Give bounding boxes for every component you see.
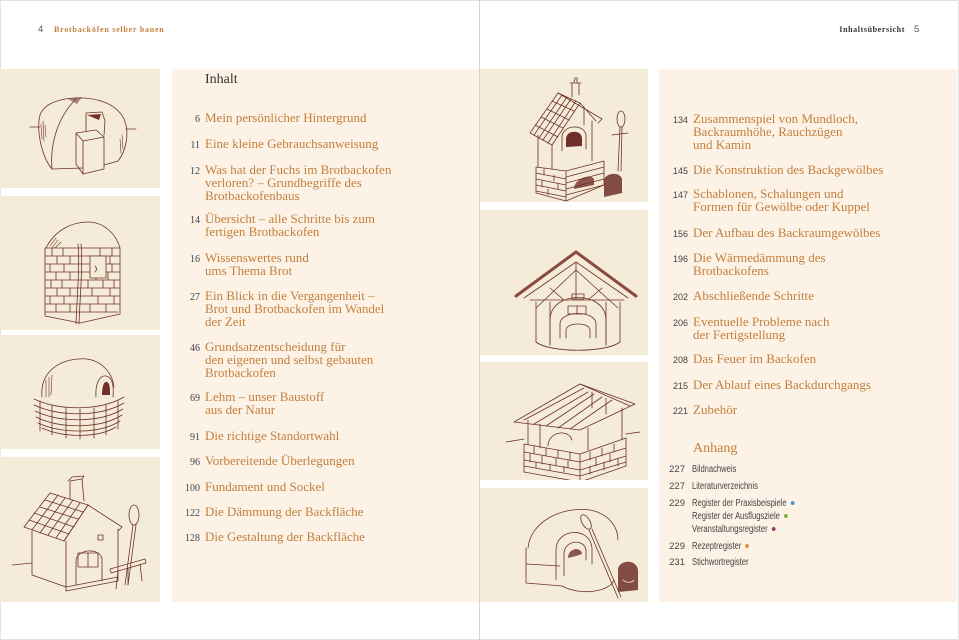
illustration-gabled-oven-house	[480, 210, 648, 355]
toc-entry-title	[693, 403, 737, 416]
appendix-entry-title-line: Stichwortregister	[692, 557, 749, 568]
toc-entry	[659, 289, 957, 304]
toc-entry-page: 14	[190, 215, 200, 226]
toc-entry-page: 69	[190, 393, 200, 404]
appendix-entry-title-line	[692, 523, 794, 536]
toc-entry-title-line: Die Konstruktion des Backgewölbes	[693, 162, 884, 177]
toc-entry-title	[205, 530, 365, 543]
toc-entry-title	[693, 378, 871, 391]
toc-entry-title	[205, 137, 378, 150]
appendix-entry-title-line: Literaturverzeichnis	[692, 481, 758, 492]
toc-entry	[172, 163, 479, 202]
toc-entry-title	[205, 454, 355, 467]
toc-entry-page: 134	[672, 115, 688, 125]
illustration-stone-oven	[0, 196, 160, 330]
toc-entry	[172, 505, 479, 520]
toc-entry-page: 215	[672, 381, 688, 391]
toc-entry-page: 145	[672, 166, 688, 176]
orange-marker-icon	[745, 544, 749, 548]
toc-entry-title-line: ums Thema Brot	[205, 263, 293, 278]
toc-entry-title-line: Der Ablauf eines Backdurchgangs	[693, 377, 871, 392]
toc-entry-page: 208	[672, 355, 688, 365]
toc-entry-title	[693, 315, 829, 341]
toc-entry-page: 6	[195, 114, 200, 125]
toc-entry-title	[205, 480, 325, 493]
toc-entry	[659, 112, 957, 151]
toc-entry	[172, 111, 479, 126]
toc-entry-page: 12	[190, 166, 200, 177]
toc-entry-page: 128	[185, 533, 200, 544]
appendix-entry-title	[692, 463, 750, 476]
toc-entry-title	[693, 251, 826, 277]
toc-entry-title	[693, 352, 816, 365]
toc-entry-title-line: Formen für Gewölbe oder Kuppel	[693, 199, 870, 214]
appendix-entry-title	[692, 497, 827, 536]
toc-entry-title-line: Die Dämmung der Backfläche	[205, 504, 364, 519]
toc-entry-title-line: Eventuelle Probleme nach	[693, 314, 830, 329]
toc-entry-title	[205, 251, 309, 277]
toc-entry	[659, 226, 957, 241]
toc-entry	[659, 187, 957, 213]
toc-entry-title-line: Die Wärmedämmung des	[693, 250, 826, 265]
toc-entry-title	[693, 163, 883, 176]
toc-entry-page: 11	[190, 140, 200, 151]
toc-entry-title-line: Mein persönlicher Hintergrund	[205, 110, 367, 125]
toc-entry-title-line: Brotbackofen	[205, 365, 276, 380]
toc-entry	[172, 137, 479, 152]
green-marker-icon	[784, 514, 788, 518]
book-title: Brotbacköfen selber bauen	[54, 25, 165, 34]
toc-entry-title-line: aus der Natur	[205, 402, 276, 417]
toc-entry-title-line: Brotbackofenbaus	[205, 188, 300, 203]
appendix-entry-title	[692, 480, 779, 493]
left-page-number: 4	[38, 24, 44, 35]
toc-entry-title-line: Übersicht – alle Schritte bis zum	[205, 211, 376, 226]
toc-entry-page: 46	[190, 343, 200, 354]
toc-entry-title-line: Die richtige Standortwahl	[205, 428, 340, 443]
toc-entry-title	[205, 429, 339, 442]
appendix-entry-page: 229	[669, 541, 685, 552]
toc-entry-title	[693, 289, 814, 302]
toc-entry-page: 91	[190, 432, 200, 443]
toc-entry-title-line: Zusammenspiel von Mundloch,	[693, 111, 859, 126]
toc-entry-title	[205, 340, 373, 379]
toc-entry-title-line: der Fertigstellung	[693, 327, 786, 342]
toc-entry-page: 16	[190, 254, 200, 265]
toc-entry-title-line: Backraumhöhe, Rauchzügen	[693, 124, 843, 139]
toc-entry	[659, 352, 957, 367]
toc-entry-title	[205, 505, 363, 518]
illustration-dome-oven-with-peel	[480, 488, 648, 602]
toc-entry-title-line: Fundament und Sockel	[205, 479, 325, 494]
toc-heading: Inhalt	[205, 72, 238, 87]
toc-entry	[659, 403, 957, 418]
right-page-number: 5	[914, 24, 920, 35]
appendix-entry-title-line	[692, 510, 794, 523]
toc-entry-title-line: Vorbereitende Überlegungen	[205, 453, 355, 468]
toc-left-column	[172, 69, 479, 602]
toc-entry-page: 221	[672, 406, 688, 416]
toc-entry	[172, 289, 479, 328]
toc-entry-title	[205, 289, 384, 328]
toc-entry	[659, 315, 957, 341]
toc-entry-title-line: Grundsatzentscheidung für	[205, 339, 346, 354]
toc-entry-title-line: Schablonen, Schalungen und	[693, 186, 844, 201]
toc-right-column	[659, 69, 957, 602]
toc-entry-title	[205, 212, 375, 238]
toc-entry-page: 206	[672, 318, 688, 328]
toc-entry	[172, 251, 479, 277]
toc-entry-title-line: Zubehör	[693, 402, 738, 417]
appendix-entry-page: 231	[669, 557, 685, 568]
toc-entry-page: 100	[185, 483, 200, 494]
appendix-heading: Anhang	[693, 441, 738, 456]
toc-entry	[172, 212, 479, 238]
register-label: Register der Praxisbeispiele	[692, 498, 787, 509]
toc-entry	[172, 454, 479, 469]
toc-entry-title-line: Wissenswertes rund	[205, 250, 309, 265]
toc-entry	[172, 480, 479, 495]
register-label: Rezeptregister	[692, 541, 742, 552]
toc-entry-title-line: Brot und Brotbackofen im Wandel	[205, 301, 385, 316]
toc-entry-title	[693, 112, 858, 151]
illustration-clay-dome-oven	[0, 69, 160, 188]
toc-entry-title-line: Das Feuer im Backofen	[693, 351, 817, 366]
toc-entry-title	[693, 187, 870, 213]
appendix-entry-title-line	[692, 497, 794, 510]
toc-entry-page: 196	[672, 254, 688, 264]
toc-entry-page: 122	[185, 508, 200, 519]
toc-entry-page: 27	[190, 292, 200, 303]
toc-entry-title	[693, 226, 880, 239]
toc-entry-title-line: den eigenen und selbst gebauten	[205, 352, 374, 367]
toc-entry-title-line: der Zeit	[205, 314, 246, 329]
purple-marker-icon	[771, 527, 775, 531]
toc-entry-title-line: Was hat der Fuchs im Brotbackofen	[205, 162, 392, 177]
toc-entry-title-line: Lehm – unser Baustoff	[205, 389, 325, 404]
toc-entry	[172, 429, 479, 444]
toc-entry-title-line: Eine kleine Gebrauchsanweisung	[205, 136, 379, 151]
illustration-shelter-stone-oven	[480, 362, 648, 480]
toc-entry-title-line: fertigen Brotbackofen	[205, 224, 320, 239]
register-label: Register der Ausflugsziele	[692, 511, 780, 522]
toc-entry-title	[205, 390, 324, 416]
illustration-house-oven-with-peel	[0, 457, 160, 602]
appendix-entry-title	[692, 540, 767, 553]
illustration-wicker-dome-oven	[0, 335, 160, 449]
toc-entry	[172, 390, 479, 416]
illustration-tiled-roof-oven-house	[480, 69, 648, 202]
toc-entry	[659, 163, 957, 178]
register-label: Veranstaltungsregister	[692, 524, 768, 535]
toc-entry-title-line: Abschließende Schritte	[693, 288, 814, 303]
toc-entry-page: 147	[672, 190, 688, 200]
toc-entry-title-line: verloren? – Grundbegriffe des	[205, 175, 362, 190]
appendix-entry-title-line	[692, 540, 749, 553]
toc-entry-title-line: Der Aufbau des Backraumgewölbes	[693, 225, 881, 240]
toc-entry-page: 96	[190, 457, 200, 468]
appendix-entry-page: 229	[669, 498, 685, 509]
appendix-entry-title-line: Bildnachweis	[692, 464, 737, 475]
appendix-entry-title	[692, 556, 766, 569]
toc-entry-title-line: Die Gestaltung der Backfläche	[205, 529, 365, 544]
section-title: Inhaltsübersicht	[839, 25, 905, 34]
appendix-entry-page: 227	[669, 481, 685, 492]
toc-entry-title	[205, 111, 367, 124]
blue-marker-icon	[790, 501, 794, 505]
toc-entry-title	[205, 163, 391, 202]
appendix-entry-page: 227	[669, 464, 685, 475]
toc-entry-page: 156	[672, 229, 688, 239]
toc-entry-title-line: und Kamin	[693, 137, 752, 152]
toc-entry	[659, 378, 957, 393]
toc-entry-title-line: Ein Blick in die Vergangenheit –	[205, 288, 375, 303]
toc-entry	[172, 340, 479, 379]
toc-entry-title-line: Brotbackofens	[693, 263, 769, 278]
toc-entry	[659, 251, 957, 277]
toc-entry	[172, 530, 479, 545]
toc-entry-page: 202	[672, 292, 688, 302]
